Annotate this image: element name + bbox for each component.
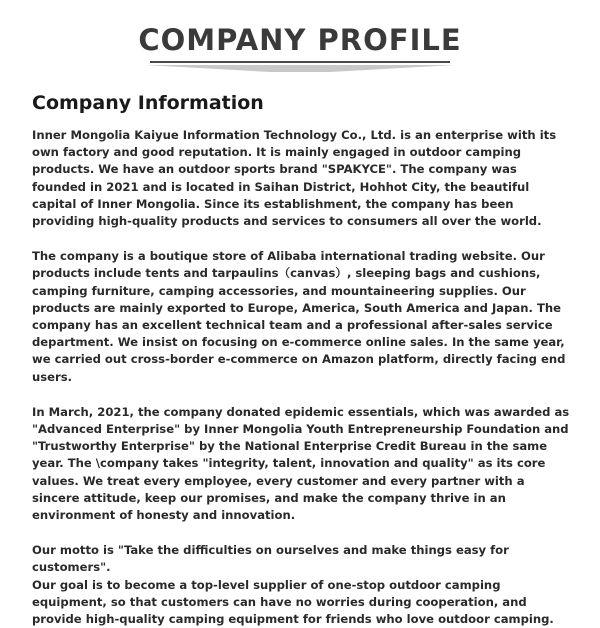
header-banner: [0, 0, 600, 80]
paragraph-products: The company is a boutique store of Alibaba international trading website. Our products include tents and tarpaulins（canvas）, sleeping bags and cushions, camping furniture, camping accessories, and mountaineering supplies. Our products are mainly exported to Europe, America, South America and Japan. The company has an excellent technical team and a professional after-sales service department. We insist on focusing on e-commerce online sales. In the same year, we carried out cross-border e-commerce on Amazon platform, directly facing end users.: [32, 249, 566, 384]
paragraph-intro: Inner Mongolia Kaiyue Information Technology Co., Ltd. is an enterprise with its own factory and good reputation. It is mainly engaged in outdoor camping products. We have an outdoor sports brand "SPAKYCE". The company was founded in 2021 and is located in Saihan District, Hohhot City, the beautiful capital of Inner Mongolia. Since its establishment, the company has been providing high-quality products and services to consumers all over the world.: [32, 128, 557, 229]
paragraph-motto: Our motto is "Take the difficulties on ourselves and make things easy for customers".: [32, 543, 509, 575]
page-title: COMPANY PROFILE: [138, 23, 462, 57]
company-info-body: [32, 127, 572, 628]
paragraph-goal: Our goal is to become a top-level supplier of one-stop outdoor camping equipment, so that customers can have no worries during cooperation, and provide high-quality camping equipment for friends who love outdoor camping.: [32, 577, 554, 627]
section-heading: Company Information: [32, 92, 264, 114]
paragraph-awards: In March, 2021, the company donated epidemic essentials, which was awarded as "Advanced Enterprise" by Inner Mongolia Youth Entrepreneurship Foundation and "Trustworthy Enterprise" by the National Enterprise Credit Bureau in the same year. The \company takes "integrity, talent, innovation and quality" as its core values. We treat every employee, every customer and every partner with a sincere attitude, keep our promises, and make the company thrive in an environment of honesty and innovation.: [32, 404, 570, 523]
